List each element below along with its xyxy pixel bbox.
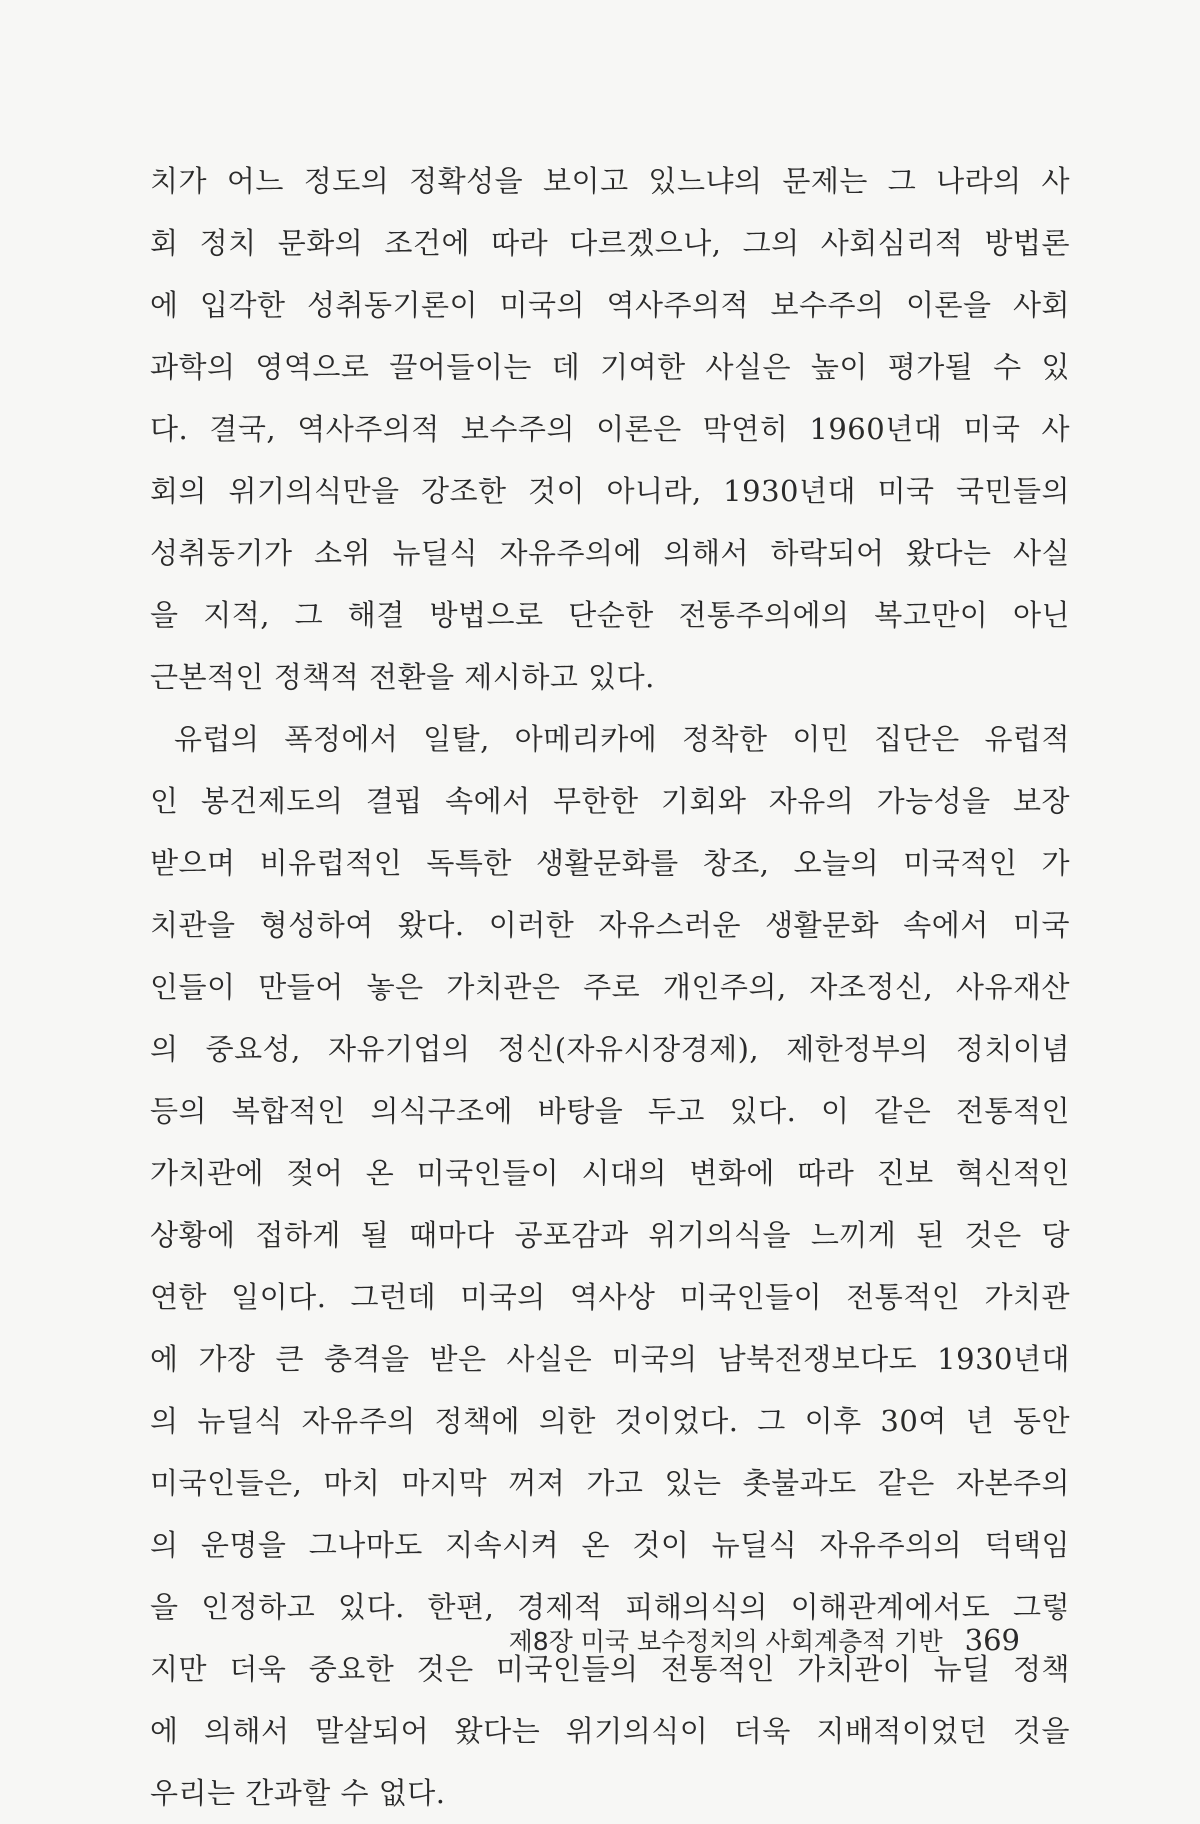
text-line: 을 지적, 그 해결 방법으로 단순한 전통주의에의 복고만이 아닌: [150, 598, 1070, 632]
text-line: 성취동기가 소위 뉴딜식 자유주의에 의해서 하락되어 왔다는 사실: [150, 536, 1070, 570]
text-line: 상황에 접하게 될 때마다 공포감과 위기의식을 느끼게 된 것은 당: [150, 1218, 1070, 1252]
text-line: 치가 어느 정도의 정확성을 보이고 있느냐의 문제는 그 나라의 사: [150, 164, 1070, 198]
text-line: 연한 일이다. 그런데 미국의 역사상 미국인들이 전통적인 가치관: [150, 1280, 1070, 1314]
text-line: 에 의해서 말살되어 왔다는 위기의식이 더욱 지배적이었던 것을: [150, 1714, 1070, 1748]
text-line: 회의 위기의식만을 강조한 것이 아니라, 1930년대 미국 국민들의: [150, 474, 1070, 508]
text-line: 받으며 비유럽적인 독특한 생활문화를 창조, 오늘의 미국적인 가: [150, 846, 1070, 880]
page-number: 369: [964, 1623, 1020, 1657]
body-text: [150, 150, 1070, 1824]
text-line: 의 뉴딜식 자유주의 정책에 의한 것이었다. 그 이후 30여 년 동안: [150, 1404, 1070, 1438]
text-line: 과학의 영역으로 끌어들이는 데 기여한 사실은 높이 평가될 수 있: [150, 350, 1070, 384]
text-line: 에 가장 큰 충격을 받은 사실은 미국의 남북전쟁보다도 1930년대: [150, 1342, 1070, 1376]
text-line: 유럽의 폭정에서 일탈, 아메리카에 정착한 이민 집단은 유럽적: [174, 722, 1070, 756]
text-line: 의 중요성, 자유기업의 정신(자유시장경제), 제한정부의 정치이념: [150, 1032, 1070, 1066]
text-line: 우리는 간과할 수 없다.: [150, 1776, 446, 1810]
text-line: 등의 복합적인 의식구조에 바탕을 두고 있다. 이 같은 전통적인: [150, 1094, 1070, 1128]
running-title: 제8장 미국 보수정치의 사회계층적 기반: [508, 1627, 943, 1656]
text-line: 의 운명을 그나마도 지속시켜 온 것이 뉴딜식 자유주의의 덕택임: [150, 1528, 1070, 1562]
text-line: 회 정치 문화의 조건에 따라 다르겠으나, 그의 사회심리적 방법론: [150, 226, 1070, 260]
text-line: 을 인정하고 있다. 한편, 경제적 피해의식의 이해관계에서도 그렇: [150, 1590, 1070, 1624]
text-line: 인들이 만들어 놓은 가치관은 주로 개인주의, 자조정신, 사유재산: [150, 970, 1070, 1004]
text-line: 에 입각한 성취동기론이 미국의 역사주의적 보수주의 이론을 사회: [150, 288, 1070, 322]
text-line: 가치관에 젖어 온 미국인들이 시대의 변화에 따라 진보 혁신적인: [150, 1156, 1070, 1190]
text-line: 근본적인 정책적 전환을 제시하고 있다.: [150, 660, 655, 694]
page-footer: [500, 1620, 1020, 1660]
text-line: 지만 더욱 중요한 것은 미국인들의 전통적인 가치관이 뉴딜 정책: [150, 1652, 1070, 1686]
text-line: 다. 결국, 역사주의적 보수주의 이론은 막연히 1960년대 미국 사: [150, 412, 1070, 446]
text-line: 치관을 형성하여 왔다. 이러한 자유스러운 생활문화 속에서 미국: [150, 908, 1070, 942]
text-line: 미국인들은, 마치 마지막 꺼져 가고 있는 촛불과도 같은 자본주의: [150, 1466, 1070, 1500]
paragraph-1: [150, 150, 1070, 708]
text-line: 인 봉건제도의 결핍 속에서 무한한 기회와 자유의 가능성을 보장: [150, 784, 1070, 818]
